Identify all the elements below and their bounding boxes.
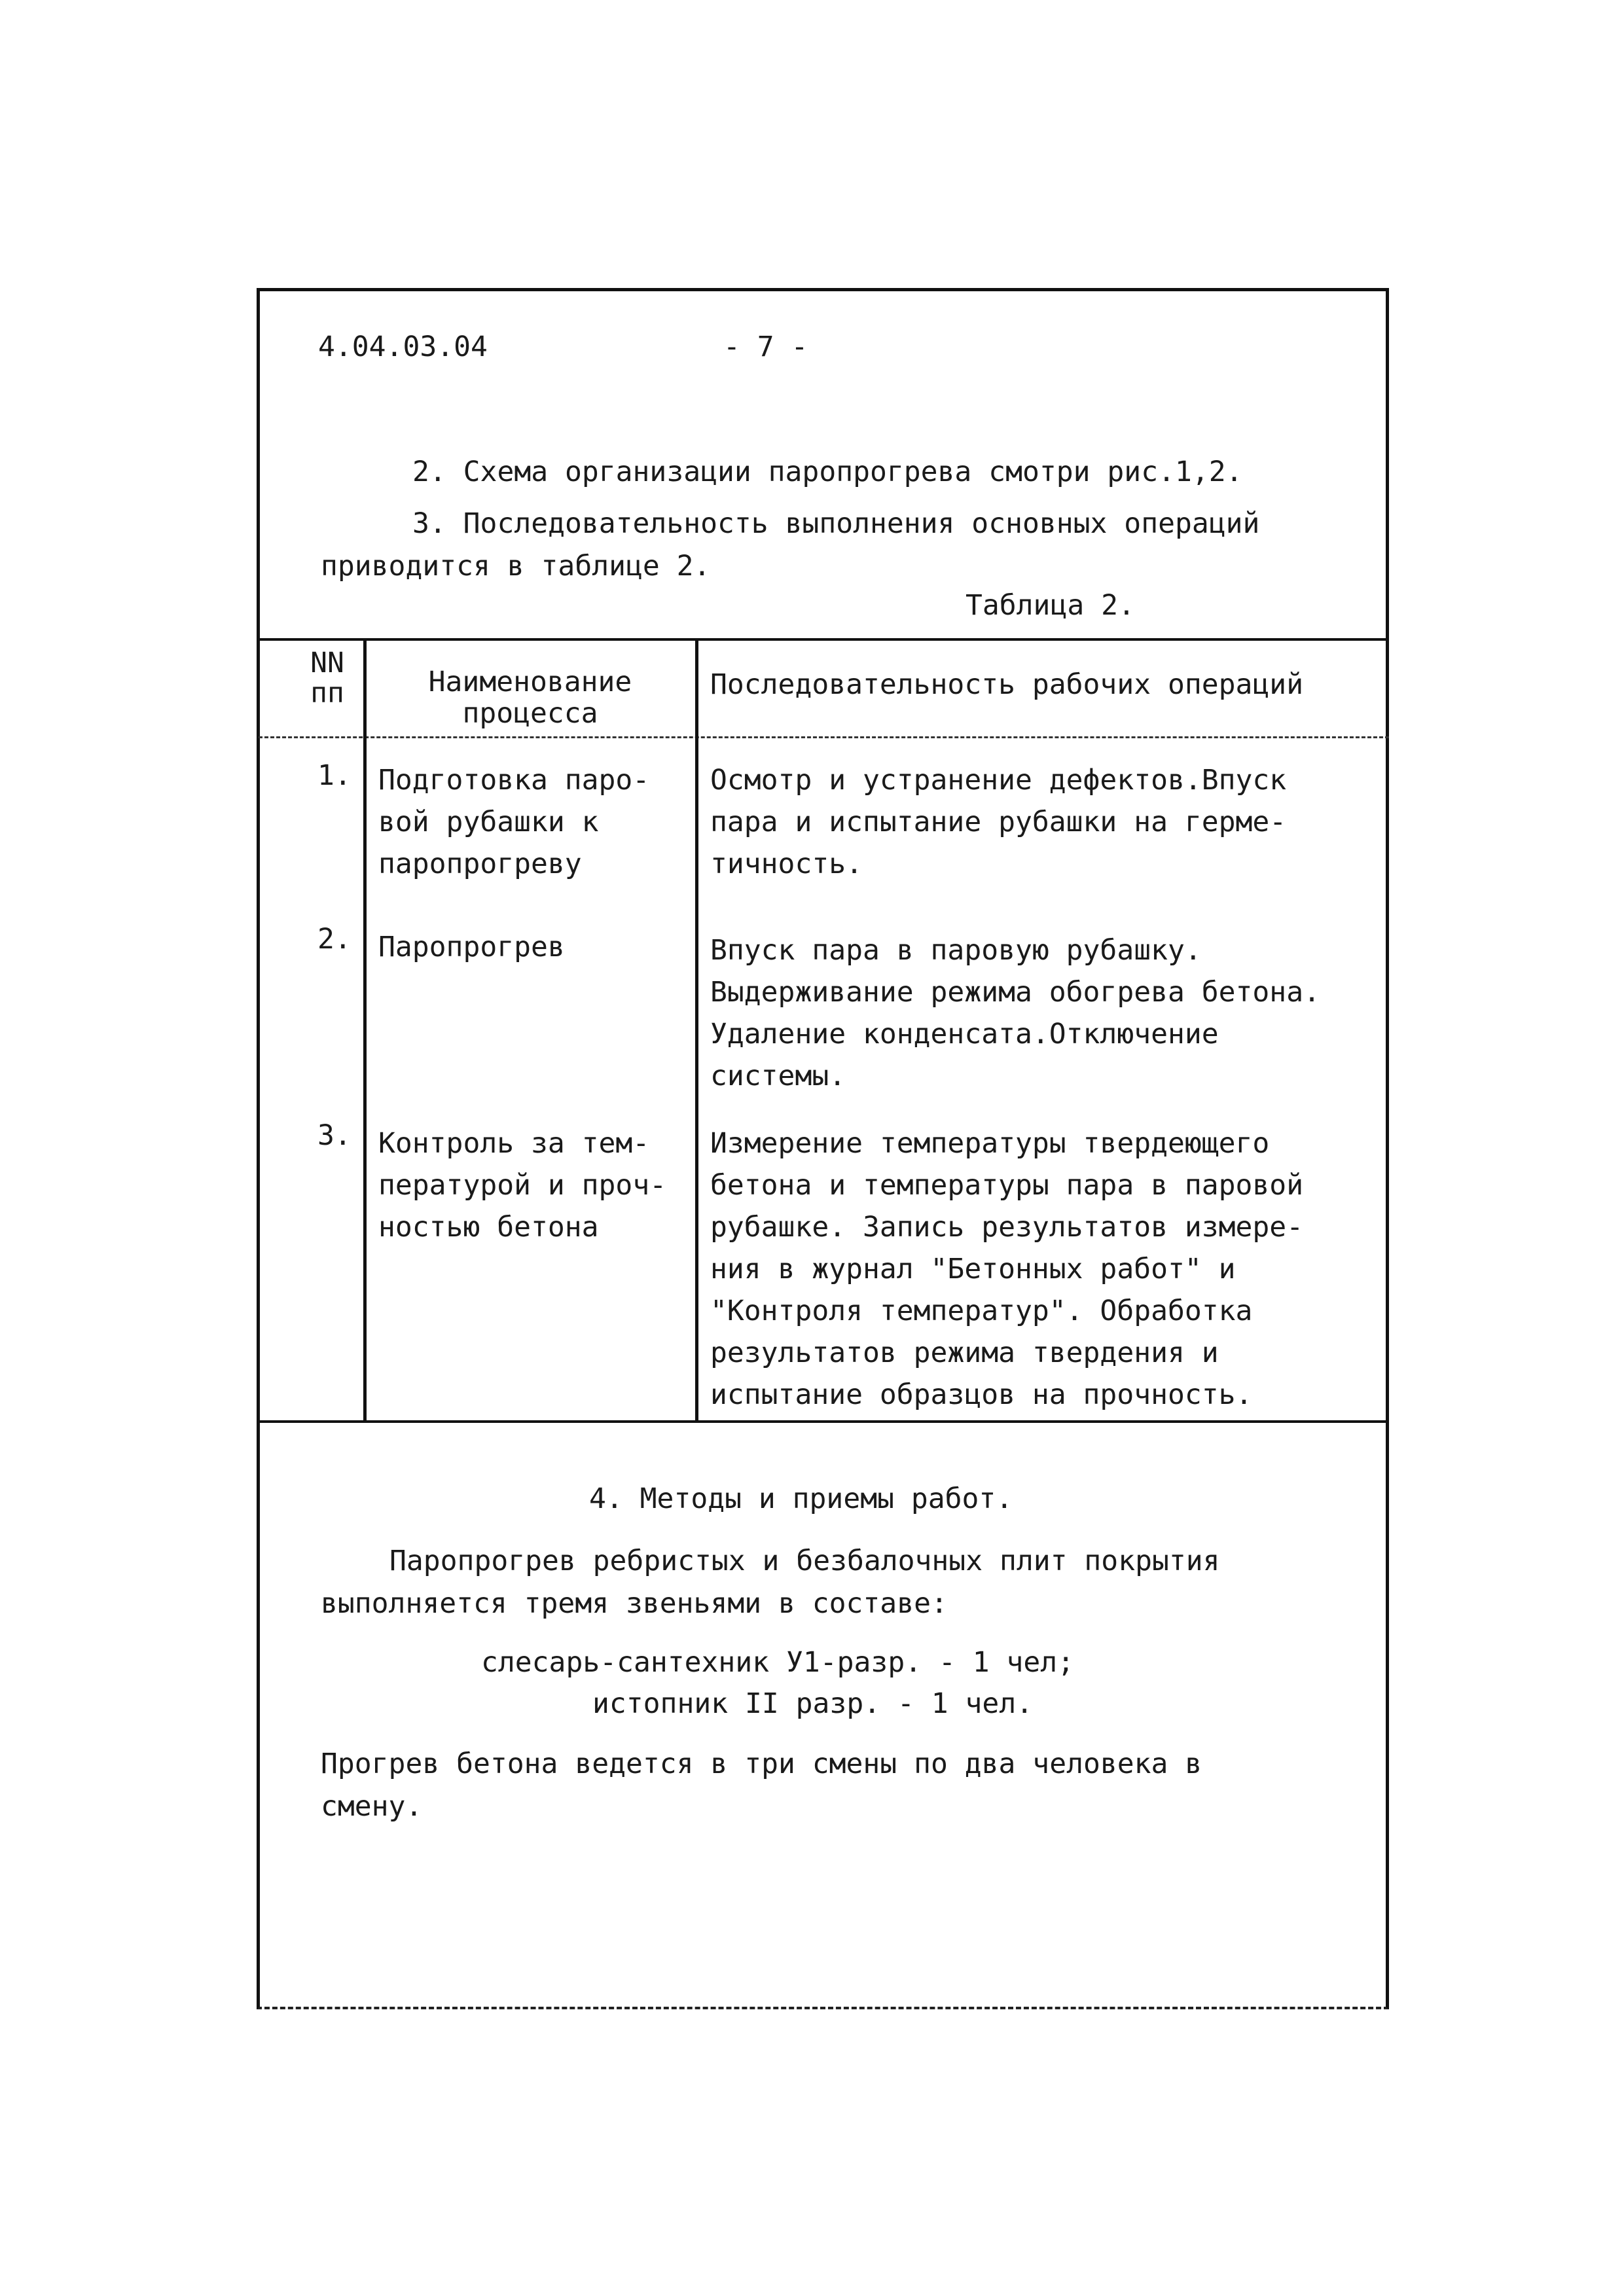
intro-item-3-line1: 3. Последовательность выполнения основных операций	[412, 507, 1260, 540]
table-caption: Таблица 2.	[965, 589, 1135, 622]
section-4-para2-line2: смену.	[321, 1790, 423, 1823]
row-2-num: 2.	[317, 923, 352, 956]
table-top-rule	[259, 638, 1389, 641]
document-code: 4.04.03.04	[318, 331, 488, 363]
row-3-name: Контроль за тем- пературой и проч- ностью бетона	[378, 1127, 667, 1244]
header-operations: Последовательность рабочих операций	[710, 668, 1304, 701]
page-number: - 7 -	[723, 331, 808, 363]
table-bottom-rule	[259, 1420, 1389, 1423]
table-col-divider-2	[695, 638, 698, 1422]
table-col-divider-1	[363, 638, 367, 1422]
intro-item-2: 2. Схема организации паропрогрева смотри рис.1,2.	[412, 456, 1243, 488]
section-4-title: 4. Методы и приемы работ.	[589, 1482, 1013, 1515]
row-3-operations: Измерение температуры твердеющего бетона и температуры пара в паровой рубашке. Запись результатов измере- ния в журнал "Бетонных работ" и "Контроля температур". Обработка результатов режима твердения и испытание образцов на прочность.	[710, 1127, 1304, 1411]
row-1-operations: Осмотр и устранение дефектов.Впуск пара и испытание рубашки на герме- тичность.	[710, 764, 1287, 880]
header-process-name: Наименование процесса	[428, 666, 632, 730]
section-4-para1-line2: выполняется тремя звеньями в составе:	[321, 1587, 948, 1620]
section-4-para1-line1: Паропрогрев ребристых и безбалочных плит покрытия	[389, 1545, 1220, 1577]
header-num: NN пп	[310, 647, 344, 709]
row-3-num: 3.	[317, 1119, 352, 1152]
section-4-para2-line1: Прогрев бетона ведется в три смены по два человека в	[321, 1748, 1202, 1780]
intro-item-3-line2: приводится в таблице 2.	[321, 550, 711, 583]
row-1-num: 1.	[317, 759, 352, 792]
row-1-name: Подготовка паро- вой рубашки к паропрогреву	[378, 764, 650, 880]
crew-line-2: истопник II разр. - 1 чел.	[592, 1687, 1034, 1720]
table-header-rule	[259, 736, 1389, 738]
row-2-operations: Впуск пара в паровую рубашку. Выдерживание режима обогрева бетона. Удаление конденсата.Отключение системы.	[710, 934, 1320, 1092]
row-2-name: Паропрогрев	[378, 931, 565, 963]
crew-line-1: слесарь-сантехник У1-разр. - 1 чел;	[481, 1646, 1075, 1679]
